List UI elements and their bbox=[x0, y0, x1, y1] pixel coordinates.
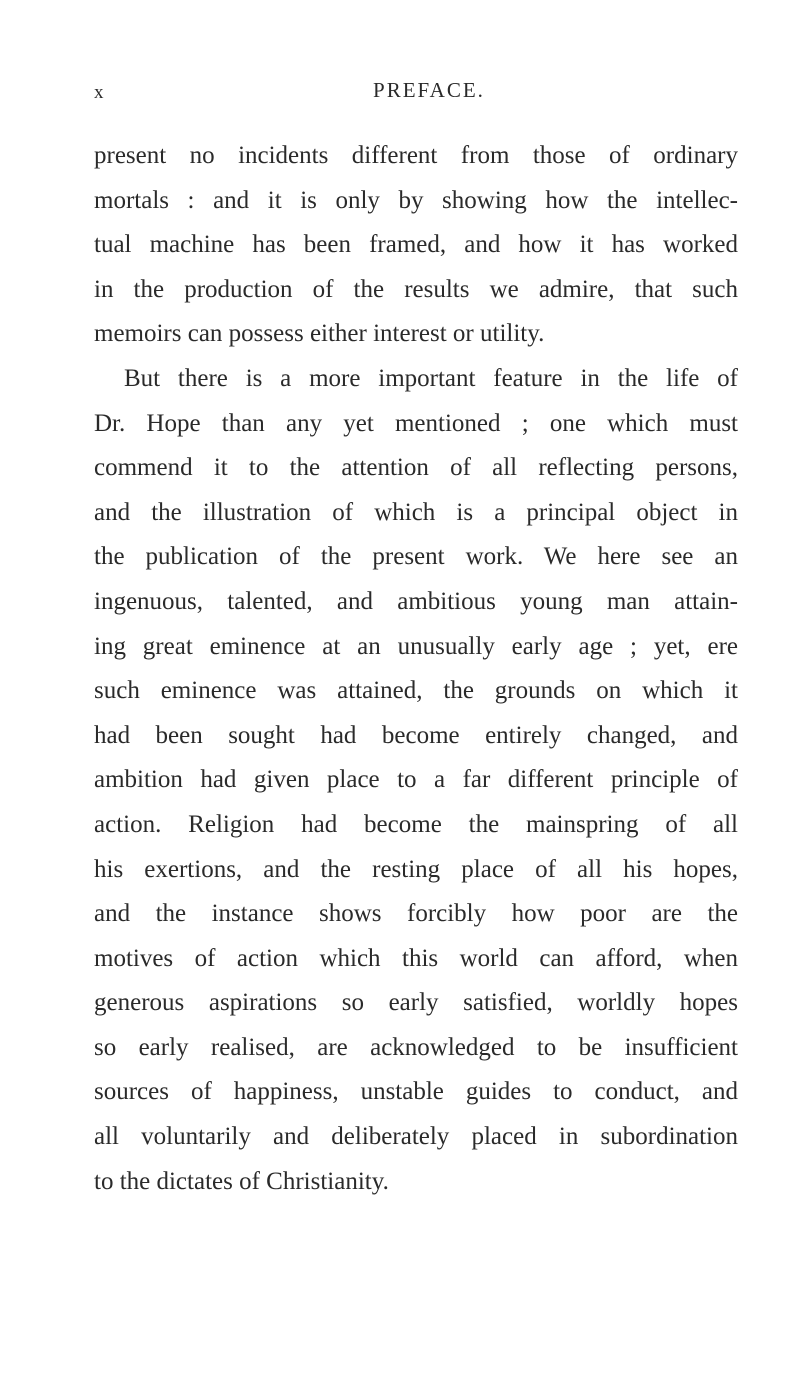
text-line: all voluntarily and deliberately placed in subordination bbox=[94, 1123, 738, 1151]
text-line: tual machine has been framed, and how it has worked bbox=[94, 231, 738, 259]
text-line: ing great eminence at an unusually early age ; yet, ere bbox=[94, 632, 738, 660]
text-line: and the instance shows forcibly how poor are the bbox=[94, 900, 738, 928]
text-line: such eminence was attained, the grounds on which it bbox=[94, 677, 738, 705]
running-head: PREFACE. bbox=[373, 78, 485, 102]
text-line: But there is a more important feature in the life of bbox=[124, 364, 738, 392]
page-number: x bbox=[94, 82, 105, 103]
text-line: to the dictates of Christianity. bbox=[94, 1167, 389, 1195]
text-line: mortals : and it is only by showing how the intellec- bbox=[94, 186, 738, 214]
text-line: Dr. Hope than any yet mentioned ; one which must bbox=[94, 409, 738, 437]
text-line: in the production of the results we admire, that such bbox=[94, 275, 738, 303]
text-line: motives of action which this world can afford, when bbox=[94, 944, 738, 972]
text-line: ambition had given place to a far different principle of bbox=[94, 766, 738, 794]
text-line: had been sought had become entirely changed, and bbox=[94, 721, 738, 749]
text-line: his exertions, and the resting place of all his hopes, bbox=[94, 855, 738, 883]
page-header bbox=[94, 78, 734, 108]
body-text bbox=[94, 134, 738, 1204]
text-line: so early realised, are acknowledged to be insufficient bbox=[94, 1033, 738, 1061]
text-line: generous aspirations so early satisfied, worldly hopes bbox=[94, 989, 738, 1017]
text-line: action. Religion had become the mainspring of all bbox=[94, 810, 738, 838]
text-line: present no incidents different from those of ordinary bbox=[94, 142, 738, 169]
text-line: sources of happiness, unstable guides to conduct, and bbox=[94, 1078, 738, 1106]
text-line: ingenuous, talented, and ambitious young man attain- bbox=[94, 587, 738, 615]
text-line: and the illustration of which is a principal object in bbox=[94, 498, 738, 526]
text-line: the publication of the present work. We here see an bbox=[94, 543, 738, 571]
text-line: commend it to the attention of all reflecting persons, bbox=[94, 454, 738, 482]
text-line: memoirs can possess either interest or utility. bbox=[94, 320, 545, 348]
